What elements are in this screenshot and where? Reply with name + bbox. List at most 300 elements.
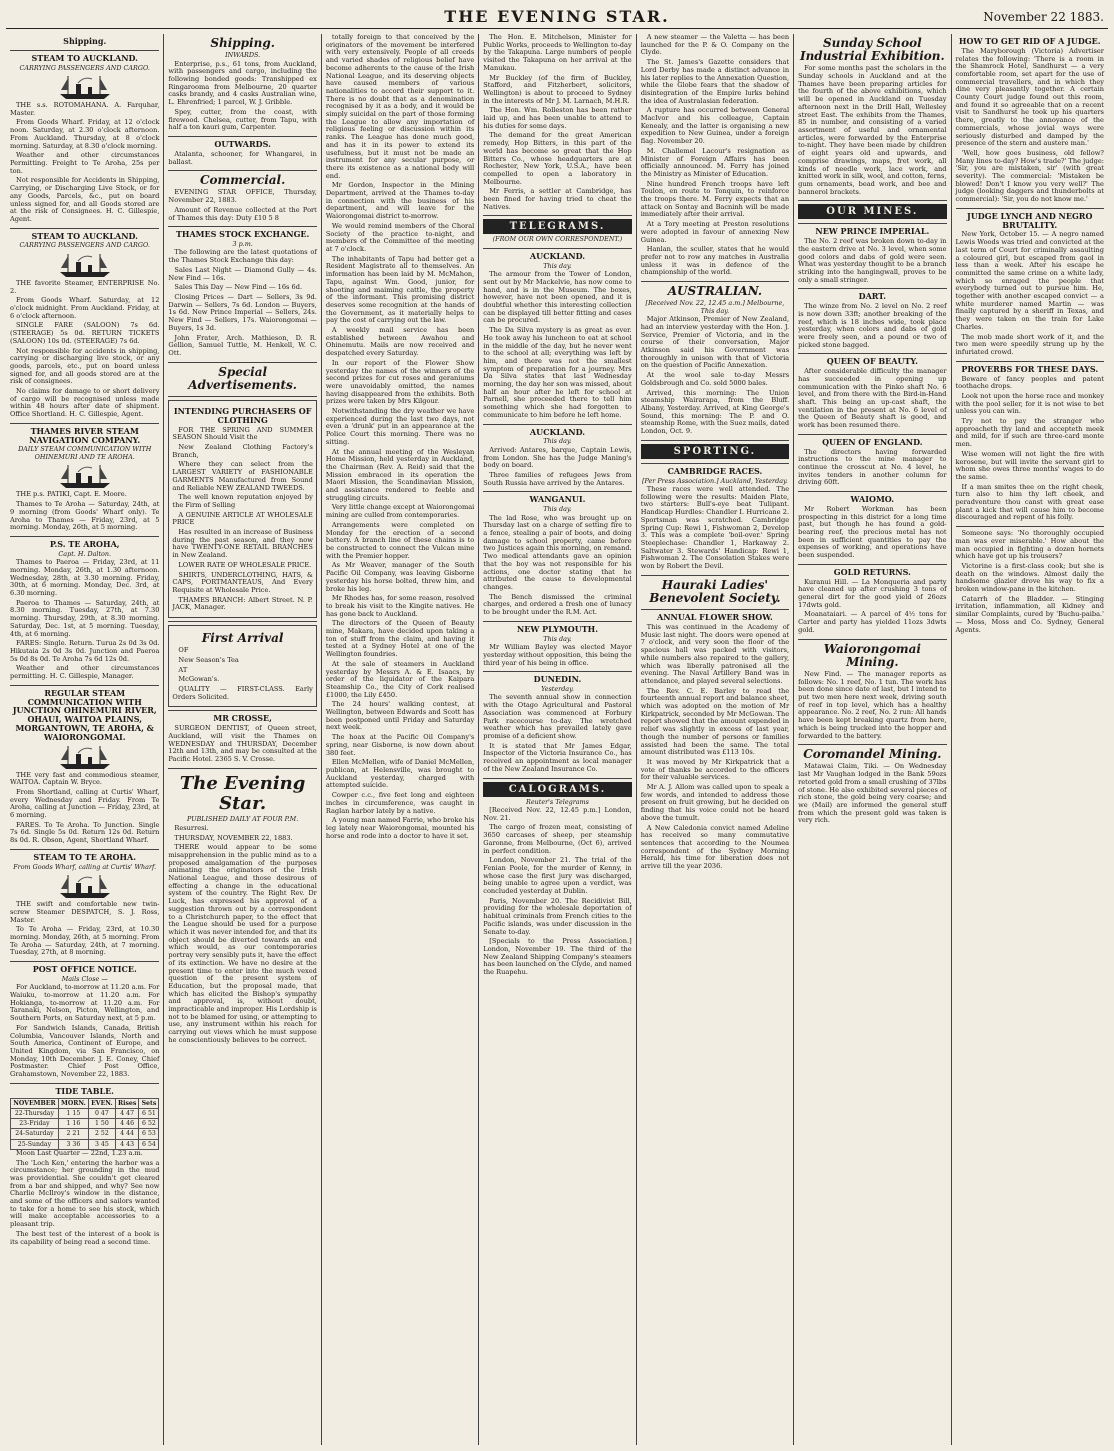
article-body	[168, 249, 316, 357]
tide-cell: 3 45	[88, 1139, 115, 1149]
article-paragraph: The inhabitants of Tapu had better get a Resident Magistrate all to themselves. An information has been laid by M. McMahon, Tapu, against Wm. Good, junior, for shooting and maiming cattle, the property of the informant. This promising district deserves some recognition at the hands of the Government, as it materially helps to pay the cost of carrying out the law.	[325, 254, 475, 325]
article-paragraph: The Bench dismissed the criminal charges, and ordered a fresh one of lunacy to be brought under the R.M. Act.	[483, 592, 632, 617]
article-headline: QUEEN OF ENGLAND.	[822, 436, 923, 447]
article-paragraph: The directors of the Queen of Beauty mine, Makara, have decided upon taking a ton of stuff from the claim, and having it tested at a Sydney Hotel at one of the Wellington foundries.	[325, 619, 475, 659]
article-body	[10, 772, 159, 845]
article-paragraph: At the wool sale to-day Messrs Goldsbrough and Co. sold 5000 bales.	[640, 371, 790, 387]
column-rule	[956, 361, 1104, 362]
article-subhead: Yesterday.	[541, 685, 574, 693]
article-headline: Shipping.	[210, 36, 275, 50]
article-paragraph: We would remind members of the Choral Society of the practice to-night, and members of the Committee of the meeting at 7 o'clock.	[325, 221, 475, 253]
article-paragraph: THE very fast and commodious steamer, WAITOA. Captain W. Bryce.	[10, 770, 160, 787]
article-paragraph: The lad Rose, who was brought up on Thursday last on a charge of setting fire to a fence, stealing a pair of boots, and doing damage to school property, came before two Justices again this morning, on remand. Two medical attendants gave an opinion that the boy was not responsible for his actions, one doctor stating that he attributed the cause to developmental changes.	[483, 513, 632, 591]
article-body	[956, 376, 1104, 523]
article-body	[10, 559, 159, 681]
article-paragraph: Not responsible for accidents in shipping, carrying or discharging live stock, or any goods, parcels, etc., put on board unless signed for, and all goods stored are at the risk of consignees.	[10, 346, 160, 386]
article-paragraph: Beware of fancy peoples and patent toothache drops.	[955, 374, 1104, 391]
article-paragraph: FOR THE SPRING AND SUMMER SEASON Should Visit the	[172, 425, 313, 442]
article-paragraph: For some months past the scholars in the Sunday schools in Auckland and at the Thames have been preparing articles for the fourth of the above exhibitions, which will be opened in Auckland on Tuesday afternoon next in the Drill Hall, Wellesley street East. The exhibits from the Thames, 85 in number, and consisting of a varied assortment of useful and ornamental articles, were forwarded by the Enterprise to-night. They have been made by children of eight years old and upwards, and comprise drawings, maps, fret work, all kinds of needle work, lace work, and knitted work in silk, wool, and cotton, ferns, gum ornaments, bead work, and bee and bannerol brackets.	[798, 64, 947, 196]
article-headline: NEW PLYMOUTH.	[516, 623, 599, 634]
column-rule	[168, 226, 316, 227]
article-subhead: This day.	[543, 505, 572, 514]
article-subhead: [Per Press Association.] Auckland, Yesterday.	[641, 476, 788, 485]
article-paragraph: The hoax at the Pacific Oil Company's spring, near Gisborne, is now down about 380 feet.	[325, 733, 475, 757]
article-paragraph: THE p.s. PATIKI, Capt. E. Moore.	[16, 490, 127, 499]
article-paragraph: The directors having forwarded instructions to the mine manager to continue the crosscut at No. 4 level, he invites tenders in another column for driving 60ft.	[798, 447, 947, 487]
article-paragraph: Arrived, this morning: The Union steamship Wairarapa, from the Bluff. Albany, Yesterday. Arrived, at King George's Sound, this morning: The P. and O. steamship Rome, with the Suez mails, dated London, Oct. 9.	[640, 388, 790, 436]
article-paragraph: Paeroa to Thames — Saturday, 24th, at 8.30 morning. Tuesday, 27th, at 7.30 morning. Thursday, 29th, at 8.30 morning. Saturday, Dec. 1st, at 5 morning. Tuesday, 4th, at 6 morning.	[10, 598, 160, 638]
article-paragraph: The Maryborough (Victoria) Advertiser relates the following: 'There is a room in the Shamrock Hotel, Sandhurst — a very comfortable room, set apart for the use of commercial travellers, and in which they dine very pleasantly together. A certain County Court judge found out this room, and found it so agreeable that on a recent visit to Sandhurst he took up his quarters there, greatly to the annoyance of the commercials, whose jovial ways were seriously disturbed and damped by the presence of the stern and austere man.'	[955, 46, 1104, 148]
article-headline: WAIOMO.	[850, 494, 895, 505]
tide-cell: 23-Friday	[11, 1119, 59, 1129]
article-paragraph: THAMES BRANCH: Albert Street. N. P. JACK, Manager.	[172, 595, 313, 612]
article-body	[168, 61, 316, 132]
article-paragraph: Hanlan, the sculler, states that he would prefer not to row any matches in Australia unless it was in defence of the championship of the world.	[640, 245, 790, 277]
article-paragraph: totally foreign to that conceived by the originators of the movement be interfered with very extensively. People of all creeds and varied shades of religious belief have become adherents to the cause of the Irish National League, and its deserving objects have caused members of various nationalities to accord their support to it. There is no doubt that as a denomination recognised by it as a body, and it would be simply suicidal on the part of those forming the League to allow any importation of religious feeling or discussion within its ranks. The League has done much good, and has it in its power to extend its usefulness, but it must not be made an instrument for any secular purpose, or there its existence as a national body will end.	[325, 34, 475, 180]
article	[168, 174, 316, 222]
article-body	[483, 447, 631, 488]
article-headline: GOLD RETURNS.	[833, 566, 911, 577]
article-paragraph: 'Well, how goes business, old fellow? Many lines to-day? How's trade?' The judge: 'Sir, you are mistaken, sir' (with great severity). The commercial: 'Mistaken be blowed! Don't I know you very well?' The judge (looking daggers and thunderbolts at commercial): 'Sir, you do not know me.'	[955, 148, 1104, 204]
article	[168, 37, 316, 132]
article-body	[798, 238, 946, 284]
article-paragraph: From Shortland, calling at Curtis' Wharf, every Wednesday and Friday. From Te Aroha, calling at Junction — Friday, 23rd, at 6 morning.	[10, 787, 160, 820]
article-subhead: Reuter's Telegrams	[526, 797, 589, 806]
article-headline: WANGANUI.	[529, 494, 586, 505]
article	[10, 689, 159, 845]
article-paragraph: Weather and other circumstances permitting. H. C. Gillespie, Manager.	[10, 664, 160, 681]
article-subhead: PUBLISHED DAILY AT FOUR P.M.	[187, 815, 299, 824]
column-rule	[10, 849, 159, 850]
article-paragraph: EVENING STAR OFFICE, Thursday, November 22, 1883.	[168, 188, 317, 205]
article-paragraph: It is stated that Mr James Edgar, Inspector of the Victoria Insurance Co., has received an appointment as local manager of the New Zealand Insurance Co.	[483, 741, 632, 773]
article-paragraph: The mob made short work of it, and the two men were speedily strung up by the infuriated crowd.	[955, 332, 1104, 356]
article-headline: ANNUAL FLOWER SHOW.	[657, 612, 773, 623]
column-rule	[483, 671, 631, 672]
article-paragraph: Kuranui Hill. — La Monqueria and party have cleaned up after crushing 3 tons of general dirt for the good yield of 26ozs 17dwts gold.	[798, 577, 947, 609]
column-rule	[641, 575, 789, 576]
article-body	[10, 901, 159, 957]
article-paragraph: Try not to pay the stranger who approacheth thy land and accepteth meek and mild, for if such are three-card monte men.	[955, 417, 1104, 449]
article-body	[483, 271, 631, 419]
article-paragraph: Very little change except at Waiorongomai mining are culled from contemporaries.	[325, 503, 475, 520]
tide-cell: 4 46	[115, 1119, 139, 1129]
tide-cell: 6 54	[139, 1139, 159, 1149]
column-rule	[10, 961, 159, 962]
article-paragraph: A young man named Farrie, who broke his leg lately near Waiorongomai, mounted his horse and rode into a doctor to have it set.	[325, 816, 475, 840]
article-paragraph: New Season's Tea	[178, 655, 239, 664]
article-headline: TIDE TABLE.	[55, 1085, 114, 1096]
article-body	[641, 34, 789, 277]
article-paragraph: LOWER RATE OF WHOLESALE PRICE.	[178, 560, 312, 569]
article-paragraph: The Da Silva mystery is as great as ever. He took away his luncheon to eat at school in the middle of the day, but he never went to the school at all; everything was left by him, and there was not the smallest symptom of preparation for a journey. Mrs Da Silva states that last Wednesday morning, the day her son was missed, about half an hour after he left for school at Parnell, she proceeded there to tell him something which she had forgotten to communicate to him before he left home.	[483, 326, 632, 419]
article	[483, 675, 631, 773]
article-body	[798, 579, 946, 635]
column-rule	[641, 440, 789, 441]
column-rule	[10, 50, 159, 51]
article-paragraph: McGowan's.	[178, 675, 220, 684]
article-headline: POST OFFICE NOTICE.	[32, 964, 137, 975]
article	[483, 34, 631, 211]
article	[956, 365, 1104, 522]
article-headline: Waiorongomai Mining.	[823, 641, 921, 669]
tide-cell: 2 52	[88, 1129, 115, 1139]
article	[641, 613, 789, 871]
article-headline: DART.	[858, 291, 886, 302]
article-body	[641, 624, 789, 871]
article-paragraph: FARES. To Te Aroha. To Junction. Single 7s 6d. Single 5s 0d. Return 12s 0d. Return 8s 0d. R. Obson, Agent, Shortland Wharf.	[10, 820, 160, 845]
article-headline: THAMES RIVER STEAM NAVIGATION COMPANY.	[29, 425, 141, 445]
tide-row	[11, 1129, 159, 1139]
article-subhead: CARRYING PASSENGERS AND CARGO.	[19, 241, 150, 250]
column-rule	[798, 200, 946, 201]
article-subhead: 3 p.m.	[232, 240, 253, 248]
article-headline: TELEGRAMS.	[483, 219, 631, 234]
article-body	[483, 694, 631, 773]
article	[326, 34, 474, 840]
article-subhead: Mails Close —	[61, 974, 108, 983]
article-paragraph: These races were well attended. The following were the results: Maiden Plate, two starters: Bull's-eye beat Tulipant. Handicap Hurdles: Chandler I. Hurricane 2. Sportsman was scratched. Cambridge Spring Cup: Rewi 1, Fishwoman 2, Develop 3. This was a complete 'boil-over.' Spring Steeplechase: Chandler 1, Harkaway 2. Saltwater 3. Stewards' Handicap: Rewi 1, Fishwoman 2. The Consolation Stakes were won by Robert the Devil.	[640, 485, 790, 571]
article	[10, 853, 159, 957]
article-paragraph: Arrived: Antares, barque, Captain Lewis, from London. She has the Judge Maning's body on board.	[483, 445, 632, 470]
article-paragraph: Weather and other circumstances Permitting. Freight to Te Aroha, 25s per ton.	[10, 151, 160, 175]
column-rule	[168, 170, 316, 171]
article-subhead: Capt. H. Dalton.	[58, 549, 112, 558]
article-headline: P.S. TE AROHA,	[49, 538, 120, 549]
article-paragraph: AT	[178, 665, 188, 674]
article-body	[798, 65, 946, 196]
article-paragraph: New Zealand Clothing Factory's Branch,	[172, 443, 313, 459]
article	[798, 568, 946, 635]
tide-row	[11, 1139, 159, 1149]
tide-cell: 1 50	[88, 1119, 115, 1129]
article-headline: Special Advertisements.	[188, 364, 297, 392]
masthead-date: November 22 1883.	[983, 10, 1104, 24]
article-body	[168, 825, 316, 1045]
column-rule	[641, 281, 789, 282]
article-subhead: INWARDS.	[225, 51, 261, 60]
article	[798, 438, 946, 487]
article-paragraph: Thames to Paeroa — Friday, 23rd, at 11 morning. Monday, 26th, at 1.30 afternoon. Wednesday, 28th, at 3.30 morning. Friday, 30th, at 6 morning. Monday, Dec. 3rd, at 6.30 morning.	[10, 558, 160, 598]
newspaper-column	[636, 34, 793, 1445]
tide-header: MORN.	[58, 1098, 88, 1108]
newspaper-column	[951, 34, 1108, 1445]
article-paragraph: Mr Rhodes has, for some reason, resolved to break his visit to the Kingite natives. He has gone back to Auckland.	[325, 594, 475, 618]
column-rule	[483, 424, 631, 425]
column-rule	[168, 136, 316, 137]
article-paragraph: Moon Last Quarter — 22nd, 1.23 a.m.	[16, 1148, 143, 1157]
article	[10, 37, 159, 46]
article-paragraph: The best test of the interest of a book is its capability of being read a second time.	[10, 1229, 160, 1246]
column-rule	[168, 621, 316, 622]
article-headline: MR CROSSE,	[213, 713, 272, 724]
article-body	[641, 316, 789, 436]
article-subhead: This day.	[543, 634, 572, 643]
article-body	[641, 486, 789, 571]
article-paragraph: Moanataiari. — A parcel of 4½ tons for Carter and party has yielded 11ozs 3dwts gold.	[798, 610, 947, 634]
article	[483, 625, 631, 667]
article	[641, 285, 789, 436]
article-headline: Commercial.	[199, 173, 286, 188]
article	[168, 230, 316, 357]
article-headline: Coromandel Mining.	[803, 747, 942, 762]
masthead	[6, 6, 1108, 29]
tide-cell: 24-Saturday	[11, 1129, 59, 1139]
article	[798, 204, 946, 219]
tide-cell: 3 36	[58, 1139, 88, 1149]
tide-cell: 6 51	[139, 1108, 159, 1118]
article-headline: Sunday School Industrial Exhibition.	[799, 36, 945, 64]
article	[798, 37, 946, 196]
article-paragraph: Catarrh of the Bladder. — Stinging irritation, inflammation, all Kidney and similar Complaints, cured by 'Buchu-paiba.' — Moss, Moss and Co. Sydney, General Agents.	[955, 594, 1104, 634]
article-paragraph: Paris, November 20. The Recidivist Bill, providing for the wholesale deportation of habitual criminals from French cities to the Pacific islands, was under discussion in the Senate to-day.	[483, 896, 632, 936]
article-paragraph: The armour from the Tower of London, sent out by Mr Mackelvie, has now come to hand, and is in the Museum. The boxes, however, have not been opened, and it is doubtful whether this interesting collection can be displayed till better fitting and cases can be procured.	[483, 270, 632, 325]
article-paragraph: Amount of Revenue collected at the Port of Thames this day: Duty £10 5 8	[168, 205, 317, 222]
article-headline: AUCKLAND.	[529, 250, 586, 261]
steamship-icon	[58, 873, 112, 899]
article-headline: CALOGRAMS.	[483, 782, 631, 797]
article	[168, 774, 316, 1045]
article-body	[956, 48, 1104, 204]
article-paragraph: THE swift and comfortable new twin-screw Steamer DESPATCH, S. J. Ross, Master.	[10, 900, 160, 924]
steamship-icon	[58, 252, 112, 278]
column-rule	[483, 621, 631, 622]
article-headline: STEAM TO AUCKLAND.	[31, 230, 138, 241]
tide-cell: 0 47	[88, 1108, 115, 1118]
column-rule	[10, 536, 159, 537]
column-rule	[10, 228, 159, 229]
article-body	[798, 763, 946, 825]
article-paragraph: Mr A. J. Allom was called upon to speak a few words, and intended to address those present on fruit growing, but he decided on finding that his voice could not be heard above the tumult.	[640, 783, 790, 822]
article-headline: AUSTRALIAN.	[667, 284, 763, 299]
article-paragraph: To Te Aroha — Friday, 23rd, at 10.30 morning. Monday, 26th, at 5 morning. From Te Aroha — Saturday, 24th, at 7 morning. Tuesday, 27th, at 8 morning.	[10, 925, 160, 957]
article-body	[10, 102, 159, 224]
tide-header: EVEN.	[88, 1098, 115, 1108]
column-rule	[798, 564, 946, 565]
article-headline: OUTWARDS.	[214, 139, 271, 149]
article-headline: NEW PRINCE IMPERIAL.	[815, 226, 930, 237]
column-rule	[641, 609, 789, 610]
article-body	[483, 807, 631, 977]
article-paragraph: THERE would appear to be some misapprehension in the public mind as to a proposed amalgamation of the purposes animating the originators of the Irish National League, and those desirous of effecting a change in the educational system of the country. The Right Rev. Dr Luck, has expressed his approval of a suggestion thrown out by a correspondent to a Christchurch paper, to the effect that the League should be used for a purpose which it was never intended for, and that its object should be diverted towards an end which would, as our contemporaries portray very sensibly puts it, have the effect of its extinction. We have no desire at the present time to enter into the much vexed question of the present system of Education, but the proposal made, that which has elicited the Bishop's sympathy and approval, is, without doubt, impracticable and improper. His Lordship is not to be blamed for using, or attempting to use, any instrument within his reach for carrying out views which he must suppose he conscientiously believes to be correct.	[168, 843, 317, 1044]
article-paragraph: From Goods Wharf. Saturday, at 12 o'clock midnight. From Auckland. Friday, at 6 o'clock afternoon.	[10, 296, 160, 320]
article-body	[956, 530, 1104, 634]
column-rule	[483, 215, 631, 216]
article-headline: CAMBRIDGE RACES.	[667, 465, 763, 476]
article-paragraph: QUALITY — FIRST-CLASS. Early Orders Solicited.	[172, 685, 313, 701]
tide-header: Rises	[115, 1098, 139, 1108]
article-paragraph: A GENUINE ARTICLE AT WHOLESALE PRICE	[172, 510, 313, 527]
article-paragraph: London, November 21. The trial of the Fenian Poole, for the murder of Kenny, in whose case the first jury was discharged, being unable to agree upon a verdict, was concluded yesterday at Dublin.	[483, 856, 632, 896]
article-body	[168, 189, 316, 222]
article-body	[798, 506, 946, 560]
column-rule	[798, 744, 946, 745]
tide-cell: 1 15	[58, 1108, 88, 1118]
article-paragraph: SHIRTS, UNDERCLOTHING, HATS, & CAPS, PORTMANTEAUS, And Every Requisite at Wholesale Price.	[172, 570, 313, 594]
tide-cell: 4 47	[115, 1108, 139, 1118]
article-paragraph: Mr Ferris, a settler at Cambridge, has been fined for having tried to cheat the Natives.	[483, 187, 632, 211]
column-rule	[641, 463, 789, 464]
article-paragraph: Thames to Te Aroha — Saturday, 24th, at 9 morning (from Goods' Wharf only). Te Aroha to Thames — Friday, 23rd, at 5 morning. Monday, 26th, at 5 morning.	[10, 500, 160, 532]
article-paragraph: Victorine is a first-class cook; but she is death on the windows. Almost daily the handsome glazier drove his way to fix a broken window-pane in the kitchen.	[955, 561, 1104, 594]
article-subhead: [Received Nov. 22, 12.45 a.m.] Melbourne, This day.	[645, 299, 785, 315]
article-body	[483, 34, 631, 211]
tide-cell: 25-Sunday	[11, 1139, 59, 1149]
article-headline: HOW TO GET RID OF A JUDGE.	[958, 36, 1101, 46]
column-rule	[798, 434, 946, 435]
article-paragraph: At a Tory meeting at Preston resolutions were adopted in favour of annexing New Guinea.	[640, 220, 790, 244]
tide-row	[11, 1119, 159, 1129]
steamship-icon	[58, 744, 112, 770]
article-paragraph: Mr William Bayley was elected Mayor yesterday without opposition, this being the third year of his being in office.	[483, 643, 632, 667]
article	[798, 227, 946, 284]
article	[10, 965, 159, 1079]
article-body	[10, 491, 159, 532]
article-paragraph: John Frater, Arch. Mathieson, D. R. Gellion, Samuel Tuttle, M. Henkell, W. C. Ott.	[168, 333, 317, 357]
article-paragraph: Mr Buckley (of the firm of Buckley, Stafford, and Fitzherbert, solicitors, Wellington) is about to proceed to Sydney in the interests of Mr J. M. Larnach, M.H.R.	[483, 73, 632, 105]
article-headline: QUEEN OF BEAUTY.	[826, 356, 918, 367]
article-paragraph: THE s.s. ROTOMAHANA. A. Farquhar, Master.	[10, 101, 160, 117]
article-paragraph: Mr Robert Workman has been prospecting in this district for a long time past, but though he has found a gold-bearing reef, the precious metal has not been in sufficient quantities to pay the expenses of working, and operations have been suspended.	[798, 504, 947, 560]
article-body	[172, 427, 312, 612]
article-paragraph: New York, October 15. — A negro named Lewis Woods was tried and convicted at the last term of Court for criminally assaulting a coloured girl, but escaped from gaol in less than a week. After his escape he committed the same crime on a white lady, which so enraged the people that everybody turned out to pursue him. He, together with another escaped convict — a white murderer named Martin — was finally captured by a sheriff in Texas, and they were taken on the train for Lake Charles.	[955, 230, 1104, 331]
article-paragraph: [Received Nov. 22, 12.45 p.m.] London, Nov. 21.	[483, 806, 632, 822]
article-body	[10, 984, 159, 1078]
article	[10, 54, 159, 224]
newspaper-column	[6, 34, 163, 1445]
article-paragraph: No claims for damage to or short delivery of cargo will be recognised unless made within 48 hours after date of shipment. Office Shortland. H. C. Gillespie, Agent.	[10, 387, 160, 419]
article-headline: The Evening Star.	[179, 772, 306, 814]
newspaper-column	[163, 34, 320, 1445]
article-paragraph: The 'Loch Ken,' entering the harbor was a circumstance; her grounding in the mud was providential. She couldn't get cleared from a bar and shipped, and why? See now Charlie McIlroy's window in the distance, and some of the officers and sailors wanted to take for a home to see his stock, which will make acceptable accessories to a pleasant trip.	[10, 1158, 160, 1229]
article	[641, 579, 789, 605]
tide-cell: 4 44	[115, 1129, 139, 1139]
article-body	[483, 515, 631, 617]
article-paragraph: New Find. — The manager reports as follows: No. 1 reef, No. 1 tun. The work has been done since date of last, but I intend to put two men here next week, driving south of reef in top level, which has a healthy appearance. No. 2 reef, No. 2 run: All hands have been kept breaking quartz from here, which is being trucked into the hopper and forwarded to the battery.	[798, 669, 947, 740]
column-rule	[483, 248, 631, 249]
article-body	[326, 34, 474, 840]
article-subhead: (FROM OUR OWN CORRESPONDENT.)	[492, 235, 623, 244]
column-rule	[168, 396, 316, 397]
article-paragraph: Enterprise, p.s., 61 tons, from Auckland, with passengers and cargo, including the following bonded goods: Transhipped ex Ringarooma from Melbourne, 20 quarter casks brandy, and 4 casks Australian wine, L. Ehrenfried; 1 parcel, W. J. Gribble.	[168, 59, 317, 107]
article-paragraph: THE favorite Steamer, ENTERPRISE No. 2.	[10, 278, 160, 295]
article-paragraph: Major Atkinson, Premier of New Zealand, had an interview yesterday with the Hon. J. Service, Premier of Victoria, and in the course of their conversation, Major Atkinson said his Government was thoroughly in unison with that of Victoria on the question of Pacific Annexation.	[640, 315, 790, 370]
article-subhead: CARRYING PASSENGERS AND CARGO.	[19, 63, 150, 72]
article-paragraph: Resurresi.	[174, 823, 209, 832]
article-body	[798, 368, 946, 430]
article	[168, 140, 316, 166]
article-paragraph: Someone says: 'No thoroughly occupied man was ever miserable.' How about the man occupied in fighting a dozen hornets which have got up his trousers?	[955, 529, 1104, 561]
article-paragraph: The winze from No. 2 level on No. 2 reef is now down 33ft; another breaking of the reef, which is 18 inches wide, took place yesterday, when colors and dabs of gold were freely seen, and a pound or two of picked stone bagged.	[798, 302, 947, 349]
article-paragraph: Wise women will not light the fire with kerosene, but will invite the servant girl to whom she owes three months' wages to do the same.	[955, 449, 1104, 481]
article-headline: SPORTING.	[641, 444, 789, 459]
article-subhead: This day.	[543, 261, 572, 270]
column-rule	[10, 423, 159, 424]
article-paragraph: As Mr Weaver, manager of the South Pacific Oil Company, was leaving Gisborne yesterday his horse bolted, threw him, and broke his leg.	[325, 561, 475, 593]
article-paragraph: Notwithstanding the dry weather we have experienced during the last two days, not even a 'drunk' put in an appearance at the Police Court this morning. There was no sitting.	[325, 407, 475, 446]
advertisement	[168, 400, 316, 618]
article-paragraph: The No. 2 reef was broken down to-day in the eastern drive at No. 3 level, when some good colors and dabs of gold were seen. What was yesterday thought to be a branch striking into the hangingwall, proves to be only a small stringer.	[798, 237, 947, 284]
article-body	[168, 151, 316, 166]
article-paragraph: Has resulted in an increase of Business during the past season, and they now have TWENTY-ONE RETAIL BRANCHES in New Zealand.	[172, 528, 313, 560]
article-subhead: DAILY STEAM COMMUNICATION WITH OHINEMURI AND TE AROHA.	[18, 445, 152, 461]
article-paragraph: [Specials to the Press Association.] London, November 19. The third of the New Zealand Shipping Company's steamers has been launched on the Clyde, and named the Ruapehu.	[483, 937, 632, 977]
article-paragraph: For Auckland, to-morrow at 11.20 a.m. For Waiuku, to-morrow at 11.20 a.m. For Hokianga, to-morrow at 11.20 a.m. For Taranaki, Nelson, Picton, Wellington, and Southern Ports, on Saturday next, at 5 p.m.	[10, 983, 160, 1023]
article	[798, 748, 946, 825]
newspaper-column	[793, 34, 950, 1445]
article-paragraph: At the annual meeting of the Wesleyan Home Mission, held yesterday in Auckland, the Chairman (Rev. A. Reid) said that the Mission embraced in its operation the Maori Mission, the Scandinavian Mission, and assistance rendered to feeble and struggling circuits.	[325, 447, 475, 502]
steamship-icon	[58, 463, 112, 489]
article	[10, 427, 159, 532]
article-headline: JUDGE LYNCH AND NEGRO BRUTALITY.	[967, 210, 1093, 230]
newspaper-column	[321, 34, 478, 1445]
column-rule	[483, 491, 631, 492]
tide-row	[11, 1108, 159, 1118]
article-paragraph: This was continued in the Academy of Music last night. The doors were opened at 7 o'clock, and very soon the floor of the spacious hall was packed with visitors, while numbers also repaired to the gallery, which was liberally patronised all the evening. The Naval Artillery Band was in attendance, and played several selections.	[640, 622, 790, 685]
article	[483, 219, 631, 243]
article-paragraph: Closing Prices — Dart — Sellers, 3s 9d. Darwin — Sellers, 7s 6d. London — Buyers, 1s 6d. New Prince Imperial — Sellers, 24s. New Find — Sellers, 17s. Waiorongomai — Buyers, 1s 3d.	[168, 293, 317, 332]
article	[483, 252, 631, 420]
article-paragraph: The St. James's Gazette considers that Lord Derby has made a distinct advance in his later replies to the Annexation Question, while the Globe fears that the shadow of disintegration of the Empire lurks behind the idea of Australasian federation.	[640, 58, 790, 105]
column-rule	[956, 526, 1104, 527]
column-rule	[956, 208, 1104, 209]
tide-cell: 2 21	[58, 1129, 88, 1139]
column-rule	[168, 710, 316, 711]
article-headline: THAMES STOCK EXCHANGE.	[175, 229, 310, 240]
article-body	[798, 449, 946, 488]
article-paragraph: In our report of the Flower Show yesterday the names of the winners of the second prizes for cut roses and geraniums were unavoidably omitted, the names having disappeared from the exhibits. Both prizes were taken by Mrs Kilgour.	[325, 358, 475, 406]
masthead-title: THE EVENING STAR.	[444, 7, 670, 26]
tide-cell: 22-Thursday	[11, 1108, 59, 1118]
article-paragraph: At the sale of steamers in Auckland yesterday by Messrs A. & E. Isaacs, by order of the liquidator of the Kaipara Steamship Co., the City of Cork realised £1000, the Lily £450.	[325, 659, 475, 699]
article-paragraph: Atalanta, schooner, for Whangarei, in ballast.	[168, 149, 317, 166]
column-rule	[798, 639, 946, 640]
article-subhead: This day.	[543, 437, 572, 446]
article-paragraph: It was moved by Mr Kirkpatrick that a vote of thanks be accorded to the officers for their valuable services.	[640, 757, 790, 782]
article-paragraph: The well known reputation enjoyed by the Firm of Selling	[172, 493, 313, 509]
article-body	[172, 647, 312, 701]
article-headline: DUNEDIN.	[533, 674, 582, 685]
article	[641, 34, 789, 277]
article-paragraph: After considerable difficulty the manager has succeeded in opening up communication with the Pinko shaft No. 6 level, and from there with the Bird-in-Hand shaft. This being an up-cast shaft, the ventilation in the present at No. 6 level of the Queen of Beauty shaft is good, and work has been resumed there.	[798, 367, 947, 430]
column-rule	[798, 288, 946, 289]
article-paragraph: OF	[178, 646, 189, 655]
article-headline: AUCKLAND.	[529, 426, 586, 437]
article-paragraph: The demand for the great American remedy, Hop Bitters, in this part of the world has become so great that the Hop Bitters Co., whose headquarters are at Rochester, New York, U.S.A., have been compelled to open a laboratory in Melbourne.	[483, 131, 632, 186]
article	[10, 232, 159, 419]
article-paragraph: Ellen McMellen, wife of Daniel McMellen, publican, at Helensville, was brought to Auckland yesterday, charged with attempted suicide.	[325, 758, 475, 790]
article	[483, 495, 631, 616]
article	[956, 37, 1104, 204]
tide-cell: 1 16	[58, 1119, 88, 1129]
article	[956, 212, 1104, 357]
article-paragraph: Sales This Day — New Find — 16s 6d.	[174, 283, 303, 292]
article	[483, 782, 631, 977]
column-rule	[483, 778, 631, 779]
article-paragraph: THURSDAY, NOVEMBER 22, 1883.	[174, 833, 293, 842]
article-subhead: From Goods Wharf, calling at Curtis' Wharf.	[13, 862, 157, 871]
article-paragraph: FARES: Single. Return. Turua 2s 0d 3s 0d. Hikutaia 2s 0d 3s 0d. Junction and Paeroa 5s 0d 8s 0d. Te Aroha 7s 6d 12s 0d.	[10, 639, 160, 663]
article-paragraph: The Hon. E. Mitchelson, Minister for Public Works, proceeds to Wellington to-day by the Takapuna. Large numbers of people visited the Takapuna on her arrival at the Manukau.	[483, 34, 632, 72]
tide-cell: 4 43	[115, 1139, 139, 1149]
article-paragraph: The Rev. C. E. Barley to read the fourteenth annual report and balance sheet, which was adopted on the motion of Mr Kirkpatrick, seconded by Mr McGowan. The report showed that the amount expended in relief was slightly in excess of last year, though the number of persons or families assisted had been the same. The total amount distributed was £113 10s.	[640, 686, 790, 757]
tide-header: NOVEMBER	[11, 1098, 59, 1108]
article-paragraph: Look not upon the horse race and monkey with the pool seller, for it is not wise to bet unless you can win.	[955, 391, 1104, 416]
article	[641, 467, 789, 571]
article	[956, 530, 1104, 634]
article-paragraph: Three families of refugees Jews from South Russia have arrived by the Antares.	[483, 470, 632, 487]
article-paragraph: Nine hundred French troops have left Toulon, en route to Tonquin, to reinforce the troops there. M. Ferry expects that an attack on Sontay and Bacninh will be made immediately after their arrival.	[640, 179, 790, 219]
